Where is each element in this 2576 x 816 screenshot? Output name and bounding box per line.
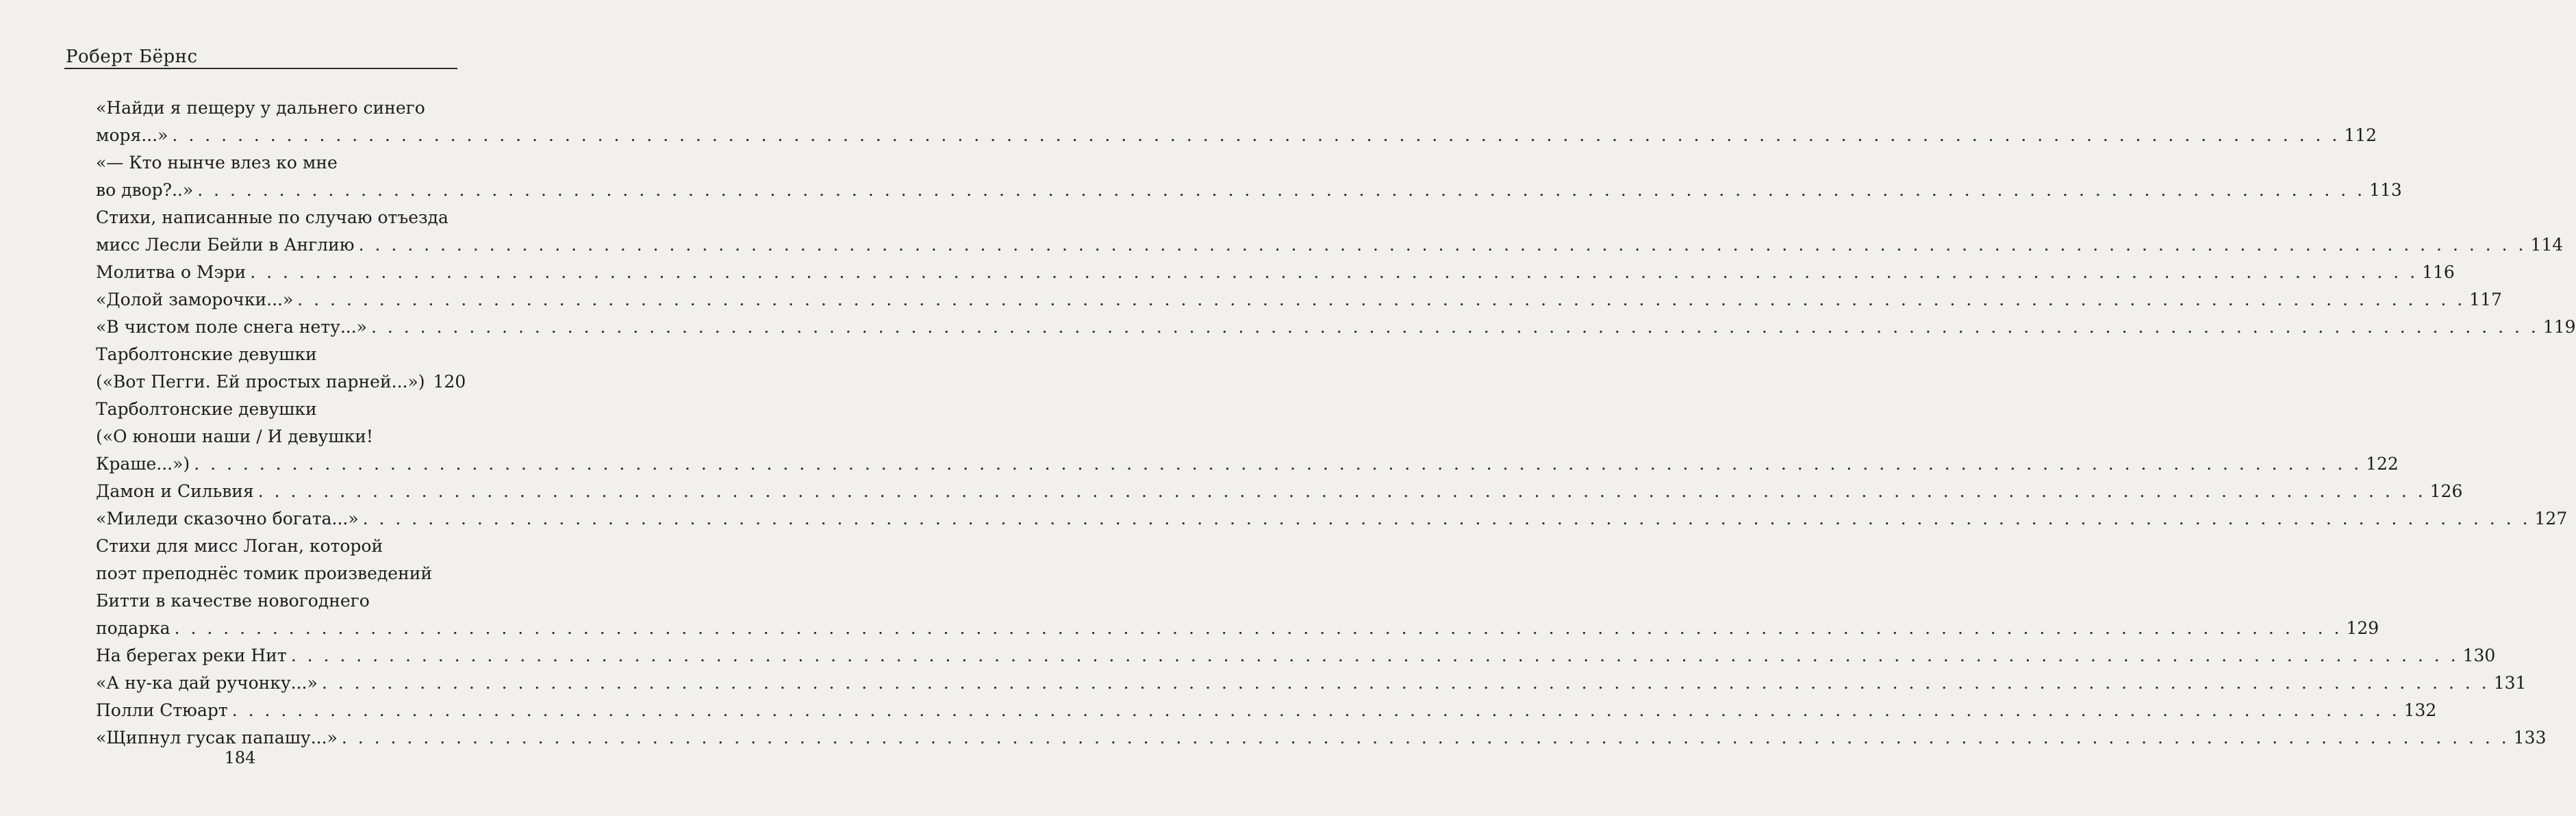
dot-leader — [175, 615, 2343, 642]
toc-entry-title: подарка — [96, 618, 171, 638]
toc-entry-title: («Вот Пегги. Ей простых парней...») — [96, 372, 425, 392]
toc-entry — [96, 368, 466, 396]
toc-entry-page: 117 — [2469, 290, 2502, 309]
toc-entry-title: Полли Стюарт — [96, 700, 228, 720]
toc-entry-title: Краше...») — [96, 454, 190, 474]
toc-entry — [96, 642, 2496, 670]
toc-entry — [96, 615, 2379, 642]
dot-leader — [250, 259, 2418, 286]
toc-entry-title: моря...» — [96, 125, 168, 145]
toc-entry-title: («О юноши наши / И девушки! — [96, 426, 373, 446]
toc-entry-title: Тарболтонские девушки — [96, 344, 317, 364]
dot-leader — [172, 122, 2340, 149]
toc-entry-title: На берегах реки Нит — [96, 646, 287, 665]
toc-entry — [96, 396, 455, 423]
toc-entry-title: во двор?..» — [96, 180, 194, 200]
dot-leader — [371, 314, 2539, 341]
toc-entry-page: 112 — [2344, 125, 2377, 145]
toc-entry-title: Дамон и Сильвия — [96, 481, 254, 501]
toc-entry-page: 130 — [2462, 646, 2496, 665]
dot-leader — [342, 724, 2510, 752]
table-of-contents — [96, 94, 2576, 752]
toc-entry — [96, 259, 2455, 286]
page-number: 184 — [224, 748, 256, 767]
dot-leader — [197, 177, 2365, 204]
toc-entry — [96, 587, 455, 615]
toc-entry — [96, 314, 2576, 341]
toc-entry-title: «А ну-ка дай ручонку...» — [96, 673, 318, 693]
toc-entry-page: 119 — [2542, 317, 2576, 337]
header-rule — [64, 68, 457, 69]
toc-entry-title: Стихи, написанные по случаю отъезда — [96, 207, 449, 227]
toc-entry — [96, 724, 2547, 752]
toc-entry-title: «Щипнул гусак папашу...» — [96, 728, 338, 748]
dot-leader — [322, 670, 2490, 697]
toc-entry — [96, 560, 455, 587]
toc-entry — [96, 450, 2399, 478]
toc-entry-page: 133 — [2513, 728, 2547, 748]
toc-entry — [96, 670, 2527, 697]
toc-entry — [96, 149, 455, 177]
running-head: Роберт Бёрнс — [66, 47, 198, 67]
toc-entry — [96, 122, 2377, 149]
toc-entry-title: Тарболтонские девушки — [96, 399, 317, 419]
toc-entry-page: 120 — [433, 372, 466, 392]
toc-entry-title: «В чистом поле снега нету...» — [96, 317, 367, 337]
dot-leader — [194, 450, 2362, 478]
toc-entry — [96, 286, 2502, 314]
toc-entry-page: 113 — [2369, 180, 2402, 200]
toc-entry — [96, 478, 2463, 505]
toc-entry-page: 126 — [2429, 481, 2463, 501]
toc-entry — [96, 505, 2568, 533]
toc-entry-title: «Долой заморочки...» — [96, 290, 294, 309]
dot-leader — [359, 231, 2527, 259]
toc-entry — [96, 94, 455, 122]
toc-entry-page: 129 — [2346, 618, 2379, 638]
toc-entry-page: 116 — [2422, 262, 2455, 282]
dot-leader — [258, 478, 2426, 505]
dot-leader — [291, 642, 2459, 670]
toc-entry-title: «— Кто нынче влез ко мне — [96, 153, 338, 173]
toc-entry — [96, 177, 2402, 204]
toc-entry-page: 122 — [2366, 454, 2399, 474]
toc-entry — [96, 204, 455, 231]
toc-entry-title: Молитва о Мэри — [96, 262, 247, 282]
toc-entry-title: Стихи для мисс Логан, которой — [96, 536, 383, 556]
toc-entry — [96, 231, 2564, 259]
toc-entry-page: 127 — [2534, 509, 2568, 528]
toc-entry-page: 131 — [2493, 673, 2527, 693]
toc-entry — [96, 341, 455, 368]
dot-leader — [297, 286, 2465, 314]
dot-leader — [363, 505, 2531, 533]
toc-entry-title: поэт преподнёс томик произведений — [96, 563, 433, 583]
toc-entry-page: 114 — [2530, 235, 2564, 255]
toc-entry — [96, 697, 2437, 724]
toc-entry-title: мисс Лесли Бейли в Англию — [96, 235, 355, 255]
toc-entry-title: «Миледи сказочно богата...» — [96, 509, 359, 528]
dot-leader — [232, 697, 2400, 724]
toc-entry-title: Битти в качестве новогоднего — [96, 591, 370, 611]
toc-entry-title: «Найди я пещеру у дальнего синего — [96, 98, 425, 118]
toc-entry-page: 132 — [2403, 700, 2437, 720]
toc-entry — [96, 423, 455, 450]
toc-entry — [96, 533, 455, 560]
